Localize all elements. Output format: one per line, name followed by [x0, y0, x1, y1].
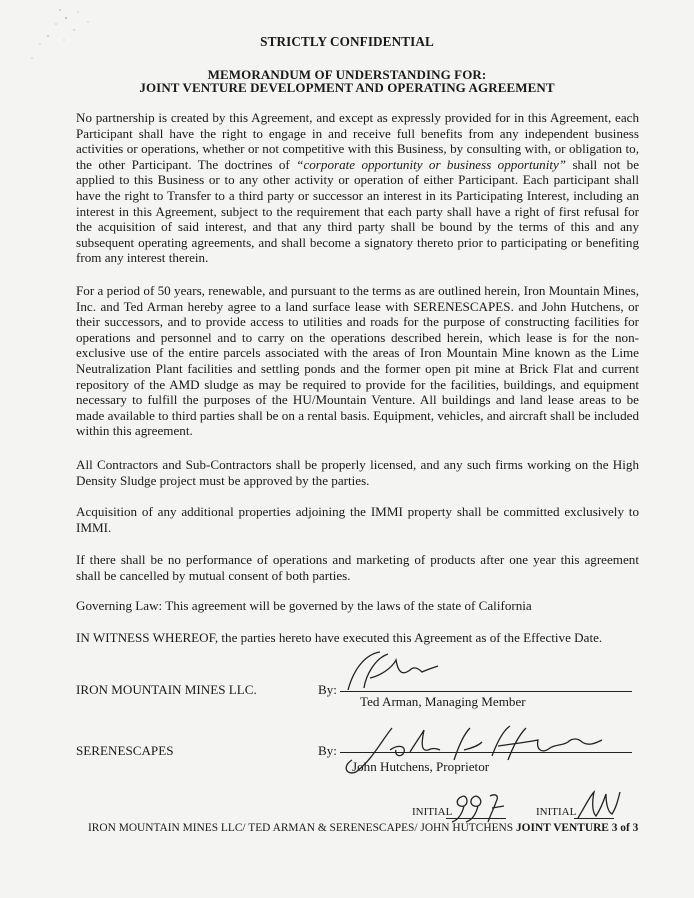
initial-label-1: INITIAL — [412, 806, 453, 818]
initials-signature-1 — [450, 790, 520, 826]
paragraph-witness: IN WITNESS WHEREOF, the parties hereto have executed this Agreement as of the Effective Date. — [76, 630, 603, 645]
by-label-1: By: — [318, 682, 337, 697]
paragraph-governing-law: Governing Law: This agreement will be governed by the laws of the state of California — [76, 598, 532, 613]
signature-john-hutchens — [332, 720, 622, 780]
party-iron-mountain: IRON MOUNTAIN MINES LLC. — [76, 682, 257, 697]
page-footer — [88, 822, 638, 834]
initials-signature-2 — [574, 788, 626, 824]
paragraph-cancellation: If there shall be no performance of operations and marketing of products after one year this agreement shall be cancelled by mutual consent of both parties. — [76, 552, 639, 583]
signer-name-john-hutchens: John Hutchens, Proprietor — [352, 759, 490, 774]
paragraph-lease: For a period of 50 years, renewable, and pursuant to the terms as are outlined herein, Iron Mountain Mines, Inc. and Ted Arman hereby agree to a land surface lease with SERENESCAPES. and John Hutchens, or their successors, and to provide access to utilities and roads for the purpose of constructing facilities for operations and personnel and to carry on the operations described herein, which lease is for the non-exclusive use of the entire parcels associated with the areas of Iron Mountain Mine known as the Lime Neutralization Plant facilities and settling ponds and the former open pit mine at Brick Flat and current repository of the AMD sludge as may be required to provide for the facilities, buildings, and equipment necessary to fulfill the purposes of the HU/Mountain Venture. All buildings and land lease areas to be made available to third parties shall be on a rental basis. Equipment, vehicles, and aircraft shall be included within this agreement. — [76, 283, 639, 439]
by-label-2: By: — [318, 743, 337, 758]
p1-text-a: No partnership is created by this Agreement, and except as expressly provided for in this Agreement, each Participant shall have the right to engage in and receive full benefits from any independent business activities or operations, whether or not competitive with this Business, by consulting with, or obligation to, the other Participant. The doctrines of — [76, 110, 639, 172]
p1-text-b: shall not be applied to this Business or to any other activity or operation of either Participant. Each participant shall have the right to Transfer to a third party or successor an interest in its Participating Interest, including an interest in this Agreement, subject to the requirement that each party shall have a right of first refusal for the acquisition of said interest, and that any third party shall be bound by the terms of this and any subsequent operating agreements, and shall become a signatory thereto prior to participating or benefiting from any interest therein. — [76, 156, 640, 266]
confidential-heading: STRICTLY CONFIDENTIAL — [260, 34, 434, 49]
footer-page-indicator: JOINT VENTURE 3 of 3 — [515, 822, 639, 834]
p1-italic-doctrine: “corporate opportunity or business opportunity” — [296, 156, 567, 172]
signature-ted-arman — [336, 648, 446, 696]
memo-title-line2: JOINT VENTURE DEVELOPMENT AND OPERATING AGREEMENT — [139, 80, 555, 95]
initial-label-2: INITIAL — [536, 806, 577, 818]
signer-name-ted-arman: Ted Arman, Managing Member — [360, 694, 526, 709]
memo-title-line1: MEMORANDUM OF UNDERSTANDING FOR: — [207, 67, 487, 82]
footer-text: IRON MOUNTAIN MINES LLC/ TED ARMAN & SERENESCAPES/ JOHN HUTCHENS — [88, 822, 516, 834]
paragraph-acquisition: Acquisition of any additional properties adjoining the IMMI property shall be committed exclusively to IMMI. — [76, 504, 639, 535]
paragraph-contractors: All Contractors and Sub-Contractors shall be properly licensed, and any such firms working on the High Density Sludge project must be approved by the parties. — [76, 457, 639, 488]
paragraph-partnership — [76, 110, 639, 266]
party-serenescapes: SERENESCAPES — [76, 743, 174, 758]
